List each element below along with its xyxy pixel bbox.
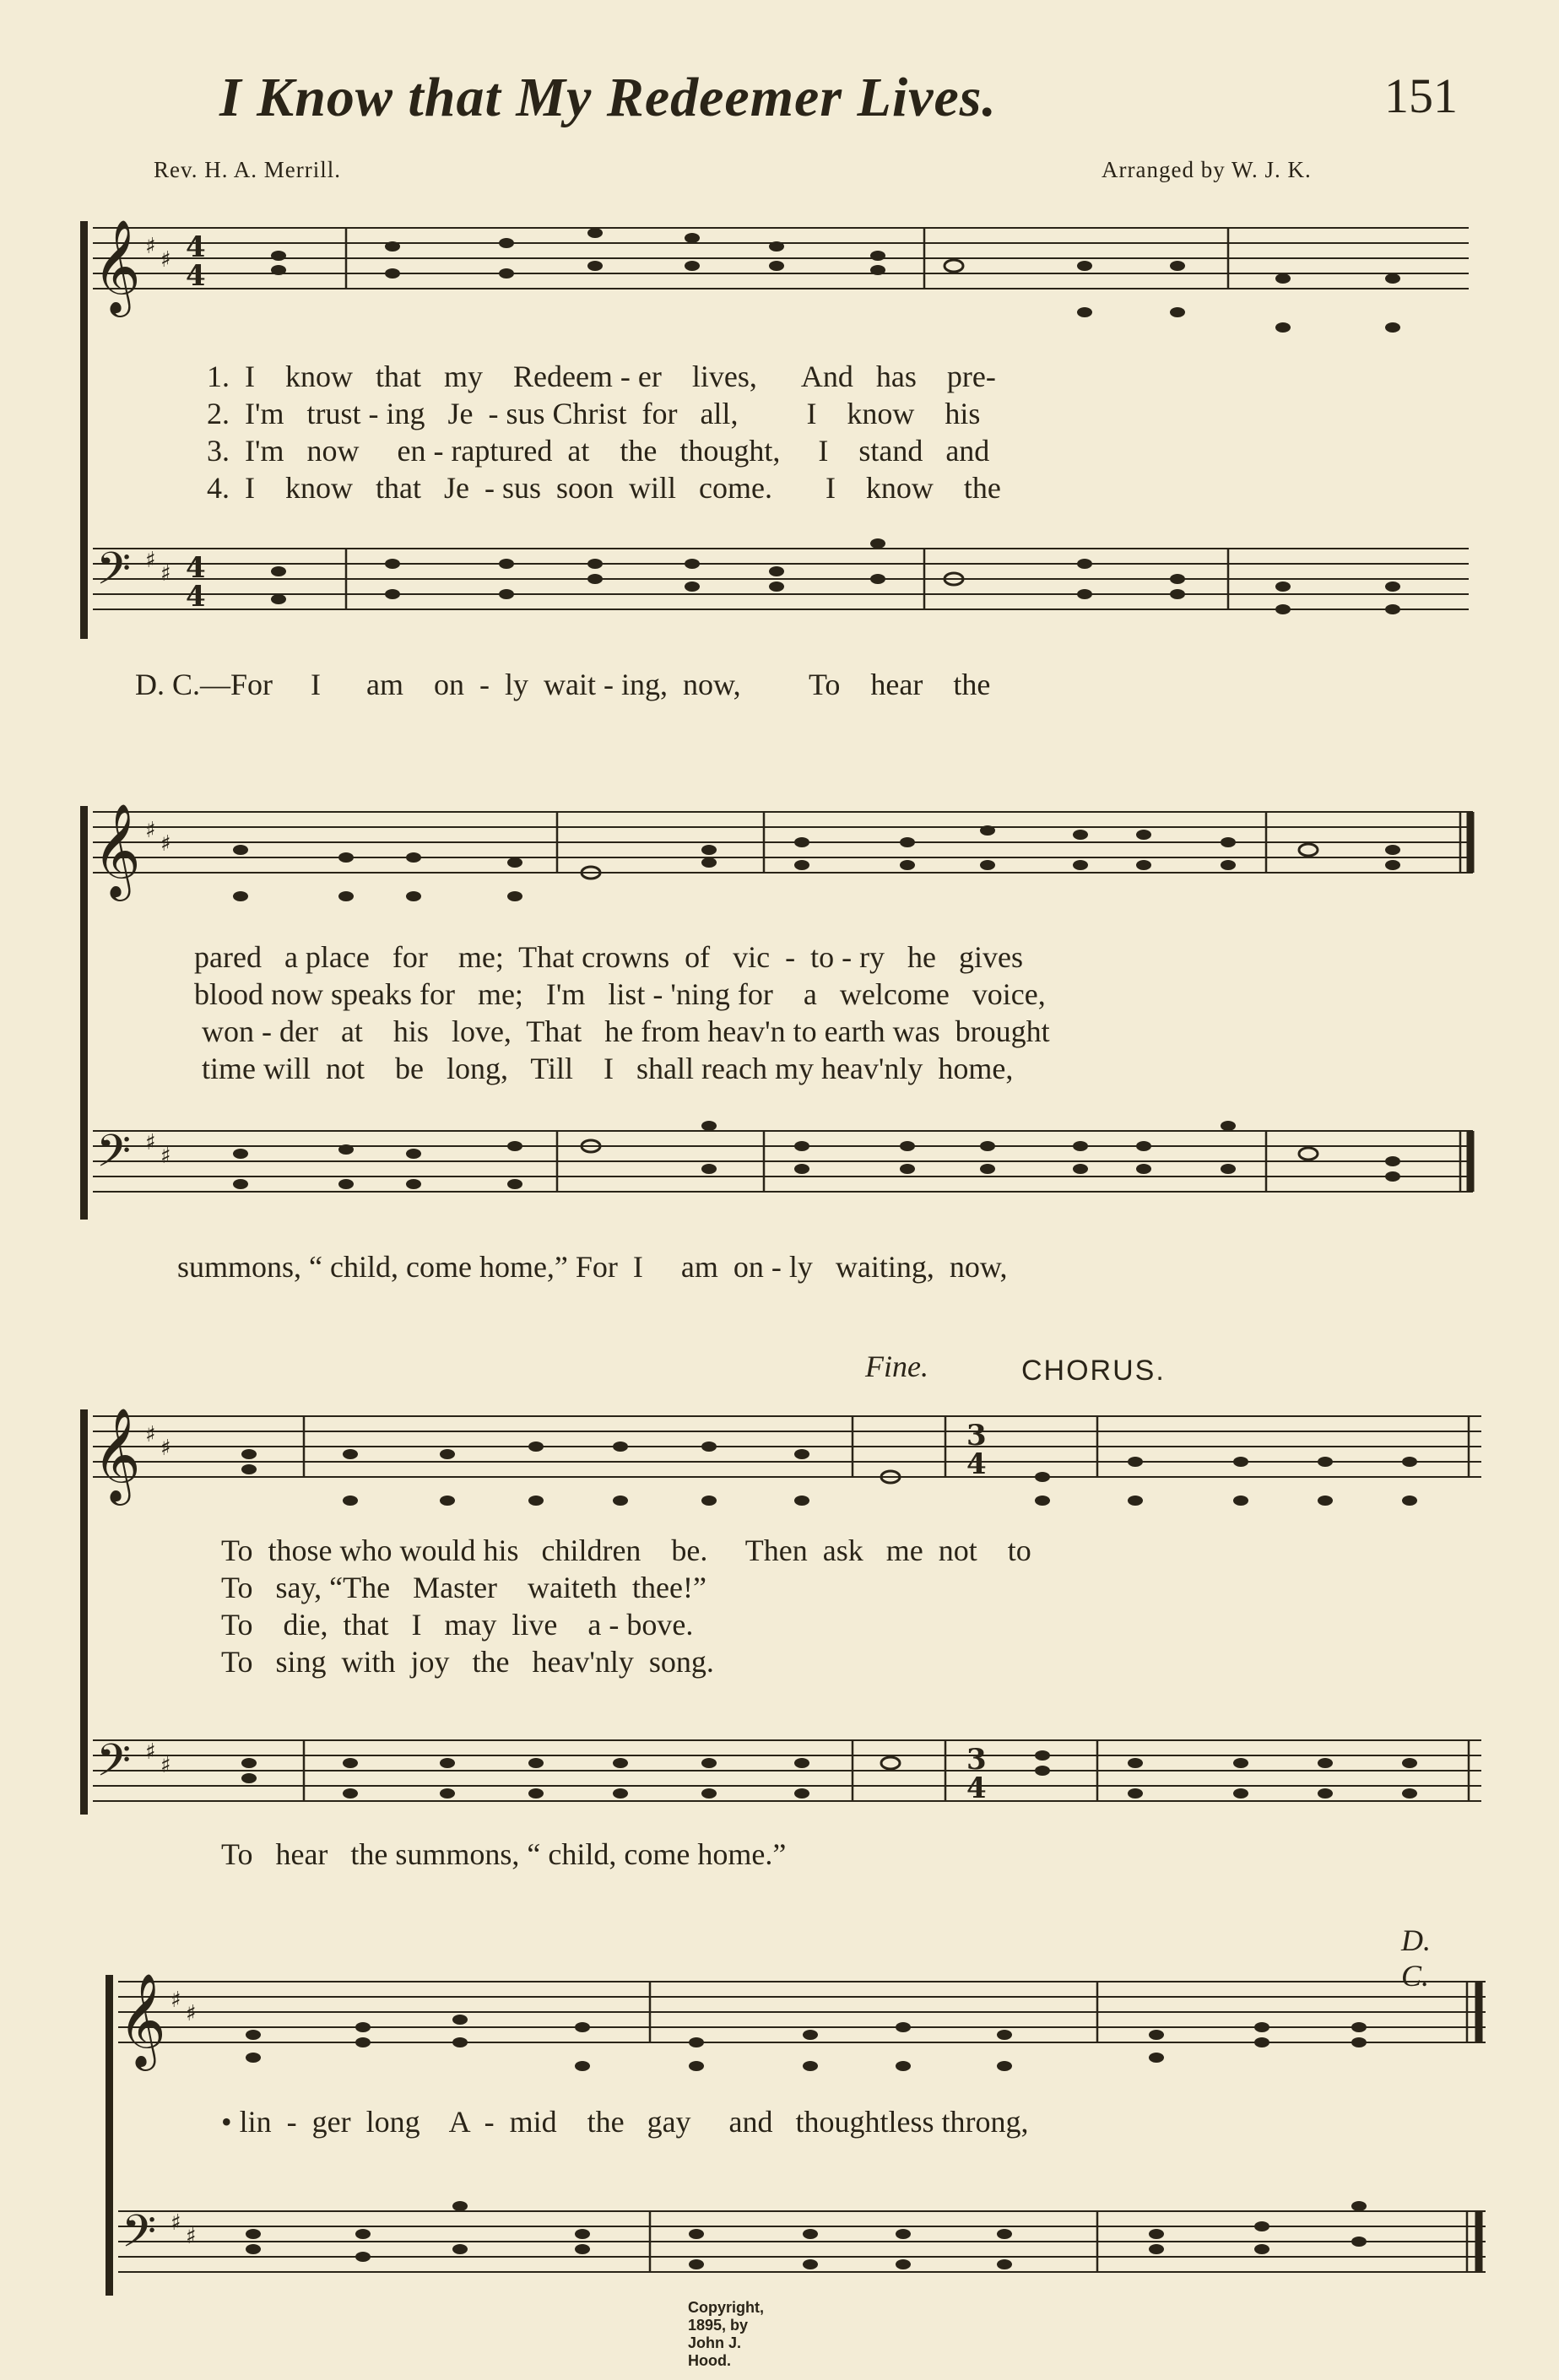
dc-mark: D. C. xyxy=(1401,1923,1431,1993)
chorus-label: CHORUS. xyxy=(1021,1355,1166,1387)
verses-3 xyxy=(221,1532,1031,1680)
verse-line: To those who would his children be. Then ask me not to xyxy=(221,1533,1031,1567)
bass-clef-icon: 𝄢 xyxy=(122,2206,157,2269)
svg-text:♯: ♯ xyxy=(145,1422,156,1447)
treble-clef-icon: 𝄞 xyxy=(118,1972,166,2067)
bass-refrain-2: summons, “ child, come home,” For I am on - ly waiting, now, xyxy=(177,1250,1008,1284)
verse-line: 2. I'm trust - ing Je - sus Christ for all, I know his xyxy=(207,397,981,430)
bass-staff-1 xyxy=(93,544,1469,641)
author-credit: Rev. H. A. Merrill. xyxy=(154,157,341,182)
svg-text:♯: ♯ xyxy=(186,2001,197,2026)
svg-text:♯: ♯ xyxy=(160,561,171,587)
treble-clef-icon: 𝄞 xyxy=(93,1407,141,1501)
svg-text:4: 4 xyxy=(186,551,206,585)
bass-refrain-3: To hear the summons, “ child, come home.” xyxy=(221,1837,787,1871)
svg-text:♯: ♯ xyxy=(160,1753,171,1778)
svg-text:♯: ♯ xyxy=(160,247,171,273)
svg-text:♯: ♯ xyxy=(171,2210,181,2236)
svg-text:♯: ♯ xyxy=(145,548,156,573)
svg-text:♯: ♯ xyxy=(145,1130,156,1155)
arranger-credit: Arranged by W. J. K. xyxy=(1102,157,1312,182)
treble-clef-icon: 𝄞 xyxy=(93,219,141,313)
bass-clef-icon: 𝄢 xyxy=(96,1126,132,1188)
svg-text:4: 4 xyxy=(966,1447,987,1481)
verse-line: To sing with joy the heav'nly song. xyxy=(221,1645,714,1679)
treble-staff-3 xyxy=(93,1407,1481,1509)
bass-staff-2 xyxy=(93,1126,1473,1224)
fine-mark: Fine. xyxy=(865,1350,928,1383)
page-number: 151 xyxy=(1384,68,1458,123)
verse-line: To say, “The Master waiteth thee!” xyxy=(221,1571,706,1604)
bass-staff-4 xyxy=(118,2206,1486,2304)
svg-text:♯: ♯ xyxy=(160,831,171,857)
svg-text:♯: ♯ xyxy=(171,1988,181,2013)
svg-text:3: 3 xyxy=(966,1419,987,1452)
verse-line: To die, that I may live a - bove. xyxy=(221,1608,694,1642)
bass-refrain-1: D. C.—For I am on - ly wait - ing, now, To hear the xyxy=(135,668,991,701)
svg-text:4: 4 xyxy=(186,259,206,293)
svg-text:♯: ♯ xyxy=(145,818,156,843)
verse-line: won - der at his love, That he from heav'n to earth was brought xyxy=(194,1014,1050,1048)
svg-text:♯: ♯ xyxy=(186,2224,197,2249)
copyright: Copyright, 1895, by John J. Hood. xyxy=(688,2299,764,2369)
bass-clef-icon: 𝄢 xyxy=(96,1735,132,1798)
svg-text:♯: ♯ xyxy=(145,234,156,259)
verse-line: • lin - ger long A - mid the gay and thoughtless throng, xyxy=(221,2105,1029,2139)
svg-text:3: 3 xyxy=(966,1743,987,1777)
bass-staff-3 xyxy=(93,1735,1481,1833)
svg-text:♯: ♯ xyxy=(160,1436,171,1461)
bass-clef-icon: 𝄢 xyxy=(96,544,132,606)
verse-line: 3. I'm now en - raptured at the thought, I stand and xyxy=(207,434,990,468)
svg-text:4: 4 xyxy=(186,580,206,614)
treble-staff-2 xyxy=(93,803,1473,905)
hymn-title: I Know that My Redeemer Lives. xyxy=(219,67,997,128)
treble-clef-icon: 𝄞 xyxy=(93,803,141,897)
verse-line: 1. I know that my Redeem - er lives, And has pre- xyxy=(207,360,996,393)
verse-line: blood now speaks for me; I'm list - 'ning for a welcome voice, xyxy=(194,977,1046,1011)
verse-line: pared a place for me; That crowns of vic - to - ry he gives xyxy=(194,940,1024,974)
svg-text:4: 4 xyxy=(186,230,206,264)
treble-staff-1 xyxy=(93,219,1469,321)
verse-line: 4. I know that Je - sus soon will come. I know the xyxy=(207,471,1001,505)
svg-text:♯: ♯ xyxy=(145,1739,156,1765)
verses-4 xyxy=(221,2103,1029,2140)
verses-2 xyxy=(194,938,1050,1087)
verse-line: time will not be long, Till I shall reach my heav'nly home, xyxy=(194,1052,1014,1085)
treble-staff-4 xyxy=(118,1972,1486,2074)
svg-text:♯: ♯ xyxy=(160,1144,171,1169)
verses-1 xyxy=(207,358,1001,506)
svg-text:4: 4 xyxy=(966,1771,987,1805)
